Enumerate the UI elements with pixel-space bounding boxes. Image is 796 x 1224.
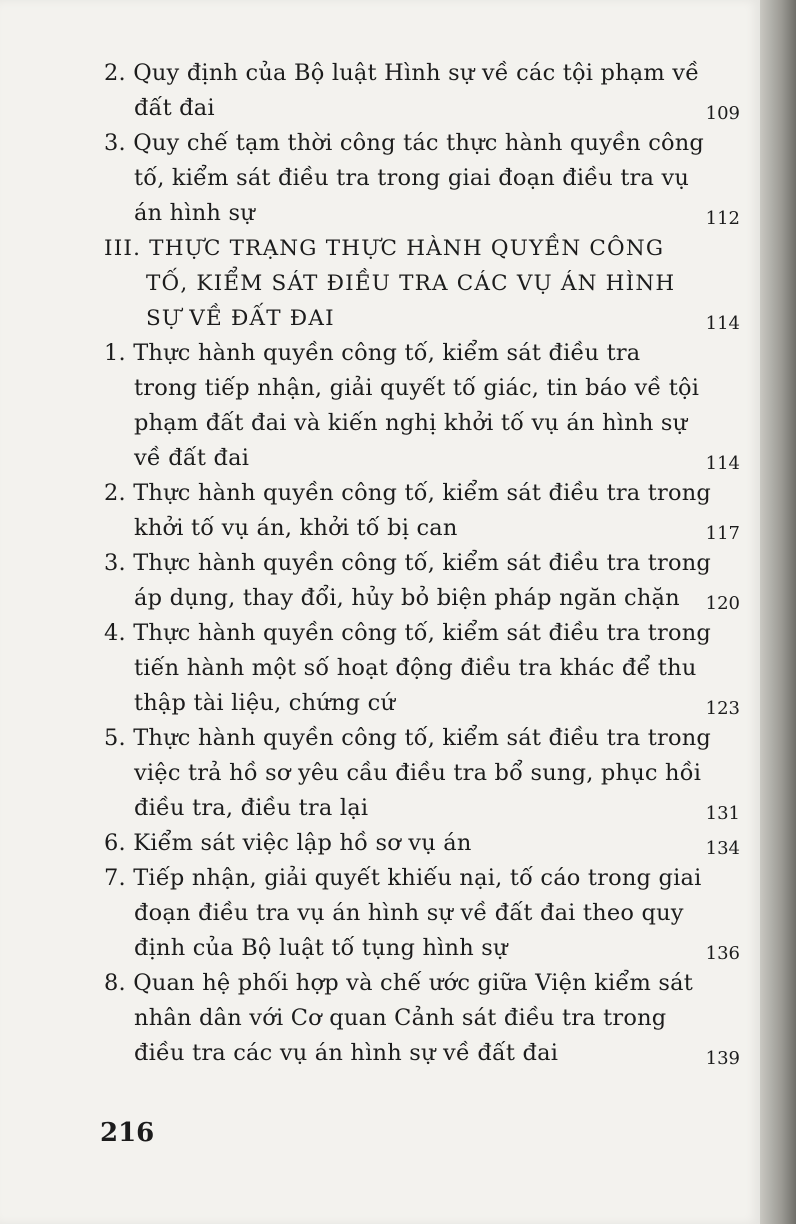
toc-entry-line: 3. Thực hành quyền công tố, kiểm sát điều tra trong (104, 550, 711, 576)
toc-entry-line: trong tiếp nhận, giải quyết tố giác, tin báo về tội (134, 375, 700, 401)
toc-entry-line: đất đai (134, 95, 215, 121)
toc-page-number: 114 (705, 453, 740, 474)
toc-entry-line: nhân dân với Cơ quan Cảnh sát điều tra trong (134, 1005, 667, 1031)
toc-entry-line: SỰ VỀ ĐẤT ĐAI (146, 306, 335, 331)
toc-entry (104, 861, 740, 966)
toc-page-number: 139 (705, 1048, 740, 1069)
toc-entry (104, 616, 740, 721)
toc-entry (104, 966, 740, 1071)
toc-entry-line: thập tài liệu, chứng cứ (134, 690, 396, 716)
toc-entry-line: 1. Thực hành quyền công tố, kiểm sát điều tra (104, 340, 641, 366)
book-spine (760, 0, 796, 1224)
toc-entry (104, 336, 740, 476)
toc-entry-line: khởi tố vụ án, khởi tố bị can (134, 515, 458, 541)
toc-entry (104, 476, 740, 546)
page-number: 216 (100, 1118, 155, 1148)
toc-entry-line: áp dụng, thay đổi, hủy bỏ biện pháp ngăn chặn (134, 585, 680, 611)
toc-entry-line: 5. Thực hành quyền công tố, kiểm sát điều tra trong (104, 725, 711, 751)
toc-entry-line: tiến hành một số hoạt động điều tra khác để thu (134, 655, 697, 681)
toc-entry-line: TỐ, KIỂM SÁT ĐIỀU TRA CÁC VỤ ÁN HÌNH (146, 271, 676, 296)
toc-page-number: 120 (705, 593, 740, 614)
toc-entry-line: tố, kiểm sát điều tra trong giai đoạn điều tra vụ (134, 165, 690, 191)
toc-entry-line: phạm đất đai và kiến nghị khởi tố vụ án hình sự (134, 410, 688, 436)
toc-page-number: 131 (705, 803, 740, 824)
toc-entry-line: 2. Quy định của Bộ luật Hình sự về các tội phạm về (104, 60, 700, 86)
toc-page-number: 112 (705, 208, 740, 229)
toc-entry-line: điều tra, điều tra lại (134, 795, 369, 821)
toc-page-number: 134 (705, 838, 740, 859)
toc-page-number: 114 (705, 313, 740, 334)
toc-entry (104, 56, 740, 126)
toc-entry-line: định của Bộ luật tố tụng hình sự (134, 935, 508, 961)
toc-entry-line: 4. Thực hành quyền công tố, kiểm sát điều tra trong (104, 620, 711, 646)
toc-entry-line: về đất đai (134, 445, 250, 471)
toc-page-number: 117 (705, 523, 740, 544)
toc-entry-line: án hình sự (134, 200, 255, 226)
toc-entry-line: 3. Quy chế tạm thời công tác thực hành quyền công (104, 130, 705, 156)
toc-page-number: 123 (705, 698, 740, 719)
toc-entry-line: 6. Kiểm sát việc lập hồ sơ vụ án (104, 830, 472, 856)
toc-entry (104, 826, 740, 861)
toc-entry-line: 7. Tiếp nhận, giải quyết khiếu nại, tố cáo trong giai (104, 865, 702, 891)
toc-page-number: 136 (705, 943, 740, 964)
toc-entry-line: đoạn điều tra vụ án hình sự về đất đai theo quy (134, 900, 684, 926)
toc-entry (104, 126, 740, 231)
toc-entry (104, 546, 740, 616)
toc-entry-line: 8. Quan hệ phối hợp và chế ước giữa Viện kiểm sát (104, 970, 693, 996)
toc-entry (104, 721, 740, 826)
toc-entry (104, 231, 740, 336)
toc-entry-line: việc trả hồ sơ yêu cầu điều tra bổ sung, phục hồi (134, 760, 702, 786)
toc-entry-line: 2. Thực hành quyền công tố, kiểm sát điều tra trong (104, 480, 711, 506)
toc-entry-line: điều tra các vụ án hình sự về đất đai (134, 1040, 559, 1066)
toc-entry-line: III. THỰC TRẠNG THỰC HÀNH QUYỀN CÔNG (104, 236, 665, 261)
toc-page-number: 109 (705, 103, 740, 124)
table-of-contents (104, 56, 740, 1071)
